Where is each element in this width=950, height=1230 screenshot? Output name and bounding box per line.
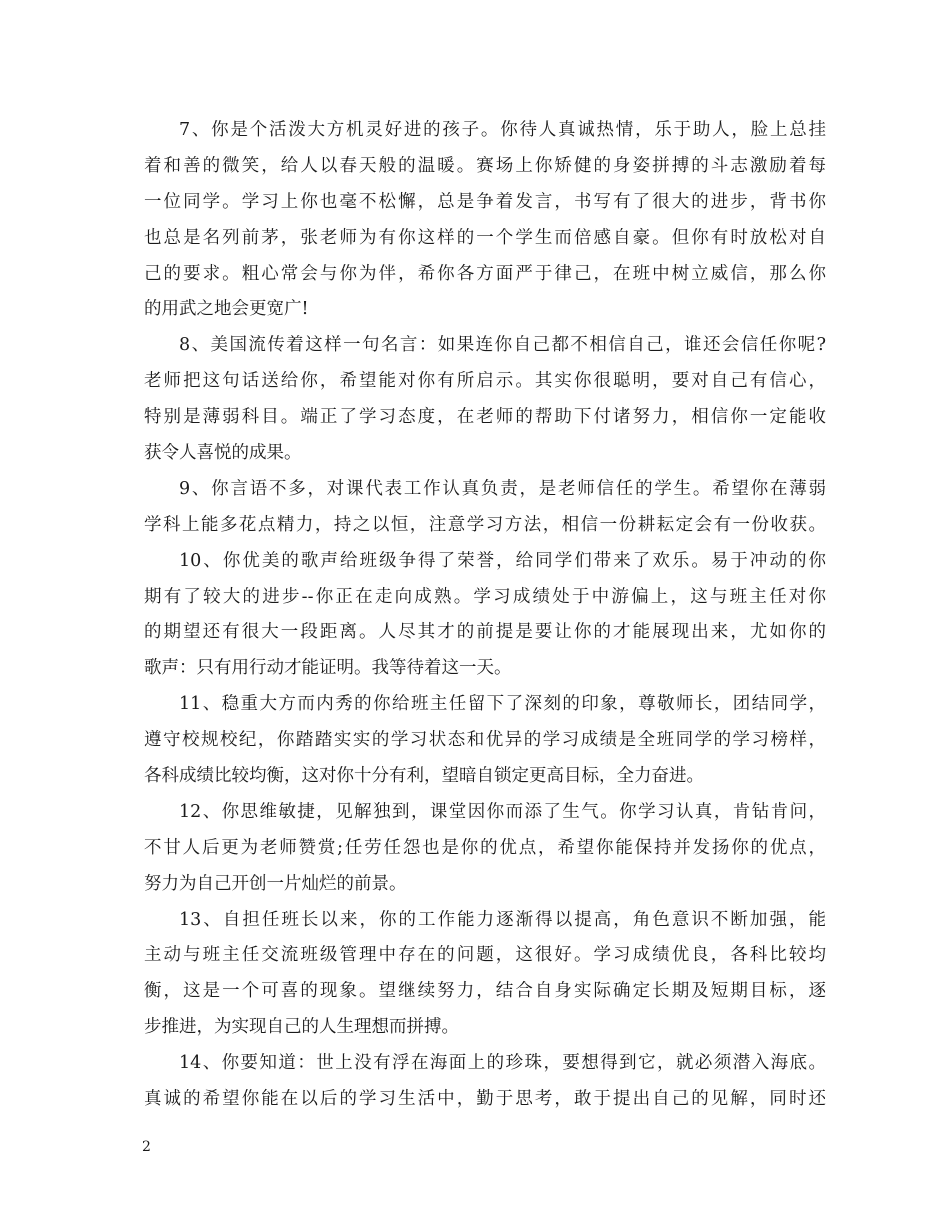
text-line: 10、你优美的歌声给班级争得了荣誉，给同学们带来了欢乐。易于冲动的你 xyxy=(179,550,826,571)
text-line: 12、你思维敏捷，见解独到，课堂因你而添了生气。你学习认真，肯钻肯问， xyxy=(179,801,826,822)
text-line: 衡，这是一个可喜的现象。望继续努力，结合自身实际确定长期及短期目标，逐 xyxy=(144,981,826,1002)
text-line: 13、自担任班长以来，你的工作能力逐渐得以提高，角色意识不断加强，能 xyxy=(179,909,826,930)
paragraph-9 xyxy=(144,472,826,544)
paragraph-8 xyxy=(144,328,826,472)
paragraph-13 xyxy=(144,903,826,1047)
page-number: 2 xyxy=(142,1139,151,1155)
paragraph-11 xyxy=(144,687,826,795)
text-line: 的用武之地会更宽广! xyxy=(144,299,309,320)
document-body xyxy=(144,113,826,1118)
text-line: 特别是薄弱科目。端正了学习态度，在老师的帮助下付诸努力，相信你一定能收 xyxy=(144,407,826,428)
text-line: 11、稳重大方而内秀的你给班主任留下了深刻的印象，尊敬师长，团结同学， xyxy=(179,694,826,715)
text-line: 的期望还有很大一段距离。人尽其才的前提是要让你的才能展现出来，尤如你的 xyxy=(144,622,826,643)
text-line: 遵守校规校纪，你踏踏实实的学习状态和优异的学习成绩是全班同学的学习榜样， xyxy=(144,730,826,751)
paragraph-14 xyxy=(144,1046,826,1118)
text-line: 获令人喜悦的成果。 xyxy=(144,443,302,464)
paragraph-12 xyxy=(144,795,826,903)
text-line: 老师把这句话送给你，希望能对你有所启示。其实你很聪明，要对自己有信心， xyxy=(144,371,826,392)
paragraph-10 xyxy=(144,544,826,688)
text-line: 各科成绩比较均衡，这对你十分有利，望暗自锁定更高目标，全力奋进。 xyxy=(144,766,704,787)
paragraph-7 xyxy=(144,113,826,328)
text-line: 主动与班主任交流班级管理中存在的问题，这很好。学习成绩优良，各科比较均 xyxy=(144,945,826,966)
text-line: 己的要求。粗心常会与你为伴，希你各方面严于律己，在班中树立威信，那么你 xyxy=(144,263,826,284)
text-line: 学科上能多花点精力，持之以恒，注意学习方法，相信一份耕耘定会有一份收获。 xyxy=(144,514,826,535)
text-line: 8、美国流传着这样一句名言：如果连你自己都不相信自己，谁还会信任你呢? xyxy=(179,335,826,356)
text-line: 不甘人后更为老师赞赏;任劳任怨也是你的优点，希望你能保持并发扬你的优点， xyxy=(144,837,826,858)
text-line: 努力为自己开创一片灿烂的前景。 xyxy=(144,873,407,894)
text-line: 也总是名列前茅，张老师为有你这样的一个学生而倍感自豪。但你有时放松对自 xyxy=(144,227,826,248)
text-line: 歌声：只有用行动才能证明。我等待着这一天。 xyxy=(144,658,512,679)
text-line: 一位同学。学习上你也毫不松懈，总是争着发言，书写有了很大的进步，背书你 xyxy=(144,191,826,212)
text-line: 9、你言语不多，对课代表工作认真负责，是老师信任的学生。希望你在薄弱 xyxy=(179,478,826,499)
text-line: 14、你要知道：世上没有浮在海面上的珍珠，要想得到它，就必须潜入海底。 xyxy=(179,1053,826,1074)
text-line: 真诚的希望你能在以后的学习生活中，勤于思考，敢于提出自己的见解，同时还 xyxy=(144,1089,826,1110)
text-line: 7、你是个活泼大方机灵好进的孩子。你待人真诚热情，乐于助人，脸上总挂 xyxy=(179,120,826,140)
text-line: 期有了较大的进步--你正在走向成熟。学习成绩处于中游偏上，这与班主任对你 xyxy=(144,586,826,607)
text-line: 着和善的微笑，给人以春天般的温暖。赛场上你矫健的身姿拼搏的斗志激励着每 xyxy=(144,155,826,176)
text-line: 步推进，为实现自己的人生理想而拼搏。 xyxy=(144,1017,459,1038)
